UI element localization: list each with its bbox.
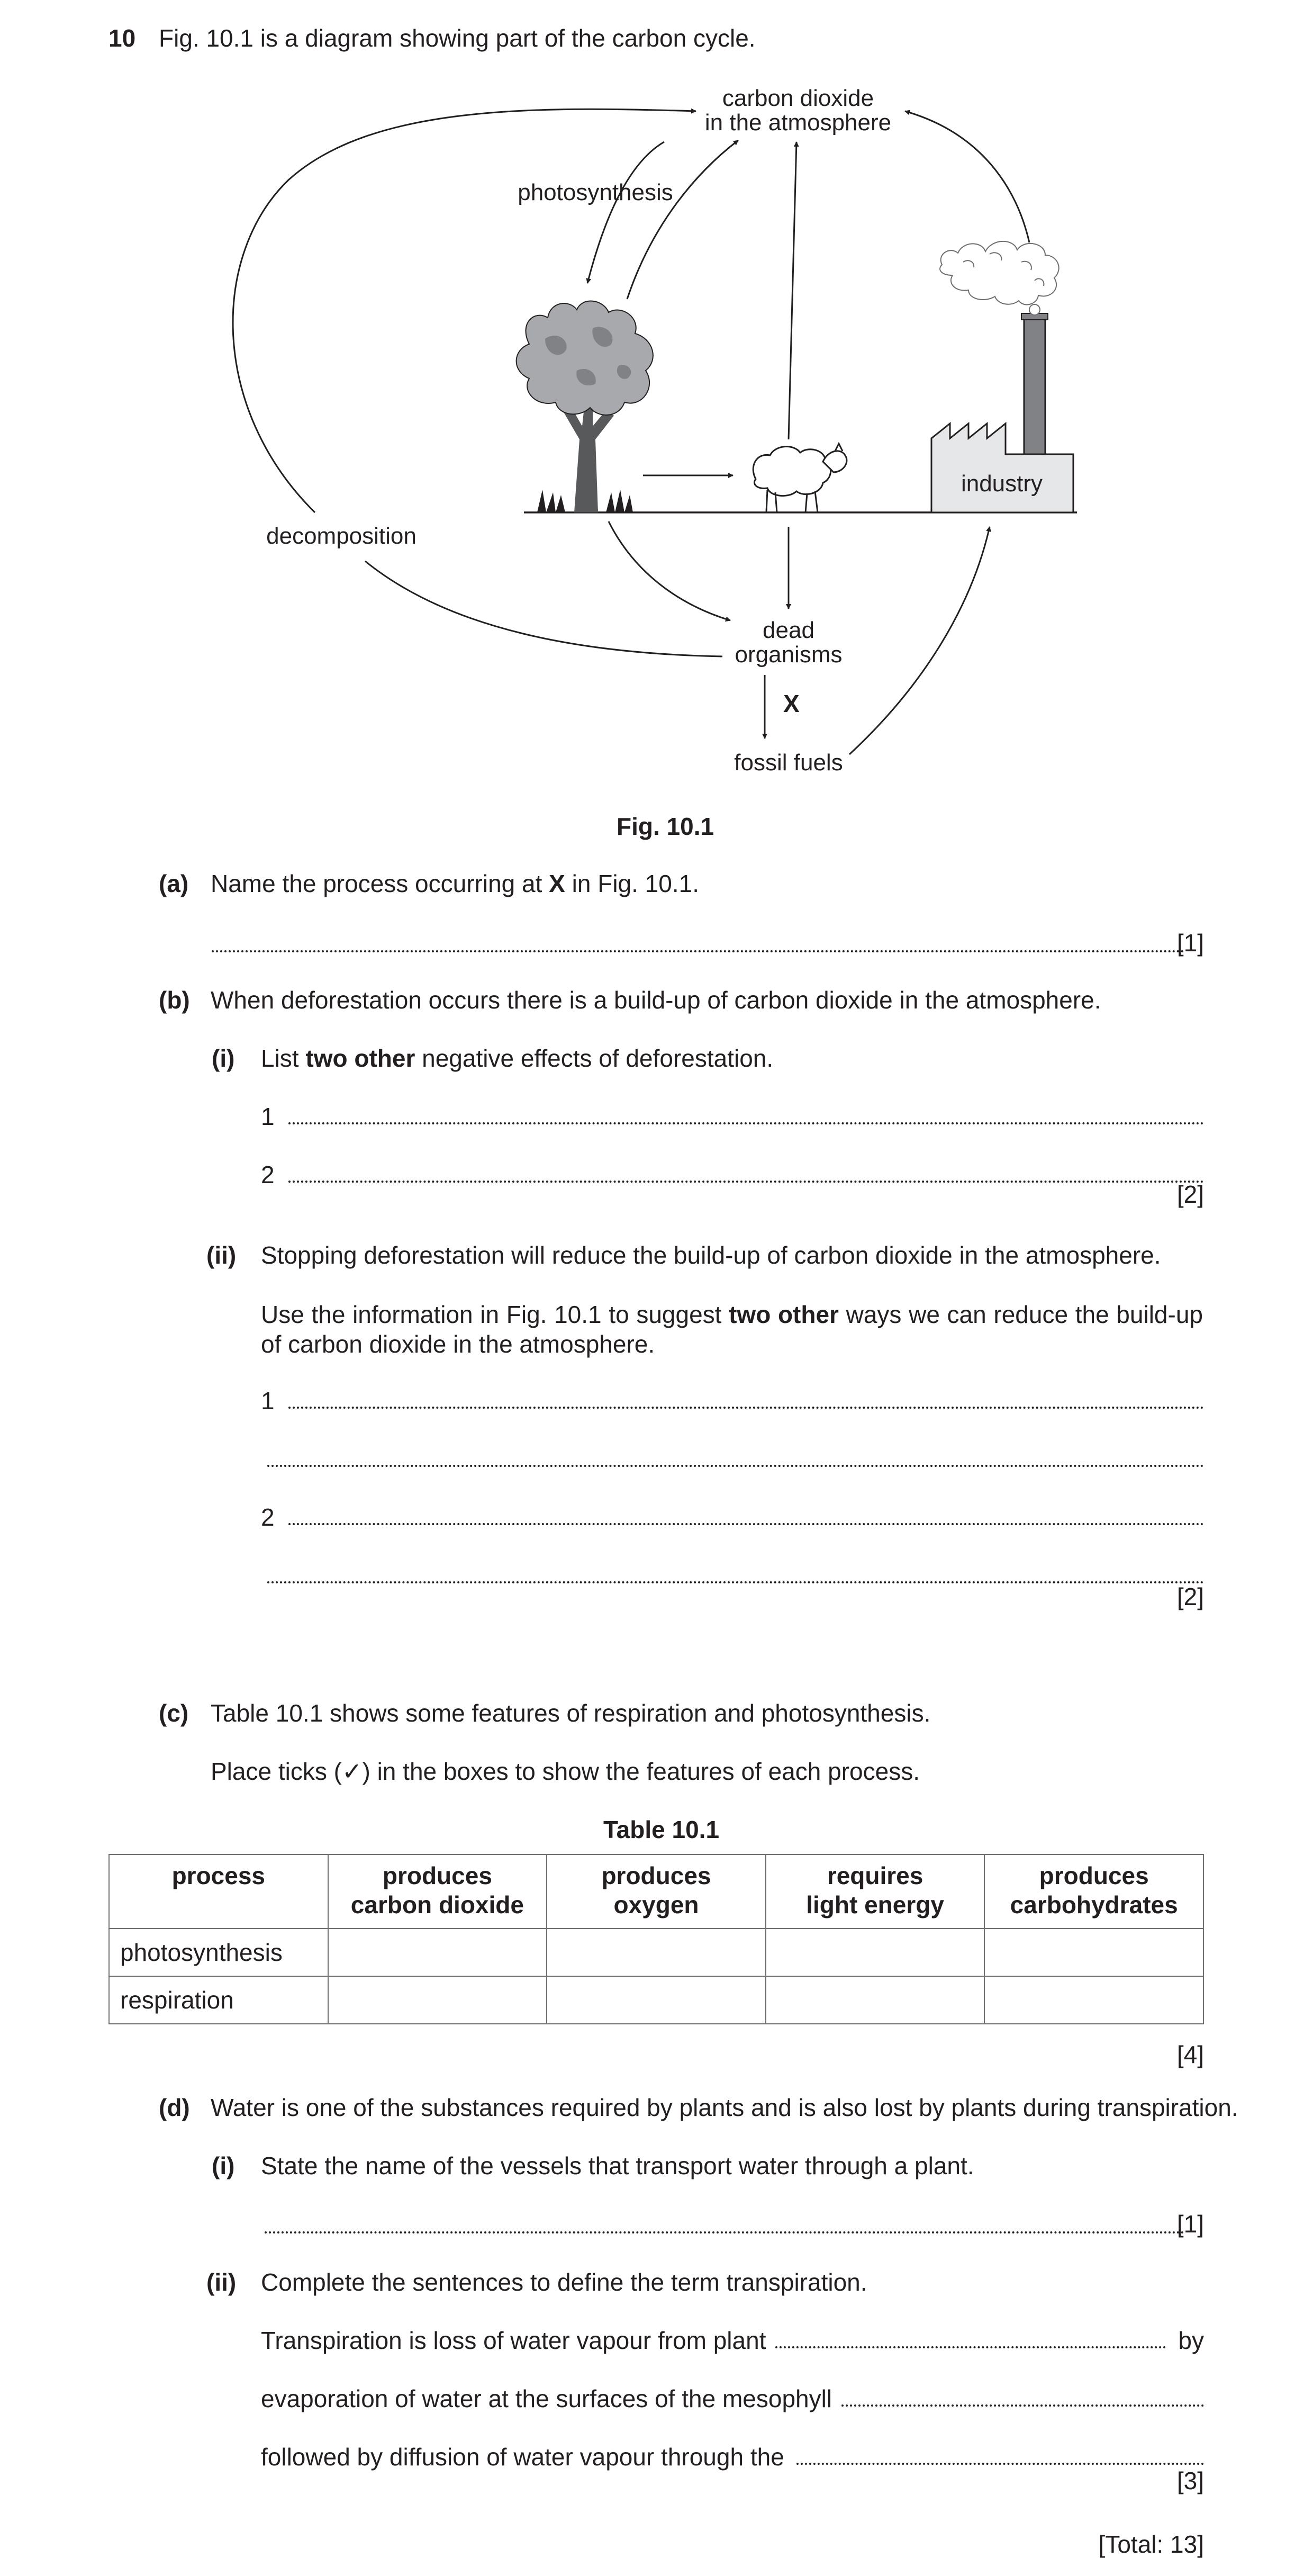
co2-label-line1: carbon dioxide [722, 85, 874, 111]
features-table [108, 1854, 1204, 2024]
part-b-ii-text1: Stopping deforestation will reduce the build-up of carbon dioxide in the atmosphere. [261, 1241, 1161, 1269]
part-b-i-question: List two other negative effects of deforestation. [261, 1044, 774, 1072]
dead-to-decomposition-line [365, 561, 722, 656]
part-d-i-question: State the name of the vessels that transport water through a plant. [261, 2152, 974, 2179]
header-produces-oxygen: produces oxygen [547, 1854, 766, 1929]
industry-to-co2-arrow [905, 111, 1029, 242]
tick-box[interactable] [766, 1929, 985, 1976]
question-number: 10 [108, 24, 136, 52]
part-b-ii-answer-line-2a[interactable] [288, 1523, 1204, 1525]
part-b-ii-answer-line-2b[interactable] [267, 1581, 1204, 1583]
part-b-ii-marks: [2] [1176, 1583, 1204, 1610]
part-d-i-label: (i) [212, 2152, 235, 2179]
sentence-1-answer-line[interactable] [775, 2346, 1166, 2348]
part-a-answer-line[interactable] [212, 950, 1184, 952]
question-intro: Fig. 10.1 is a diagram showing part of the carbon cycle. [159, 24, 756, 52]
header-process: process [109, 1854, 328, 1929]
tick-box[interactable] [328, 1976, 547, 2024]
part-b-i-answer-line-1[interactable] [288, 1122, 1204, 1124]
sheep-to-co2-arrow [789, 142, 796, 439]
photosynthesis-down-arrow [587, 142, 664, 283]
part-b-ii-line2-number: 2 [261, 1503, 275, 1531]
table-header-row [109, 1854, 1203, 1929]
tick-box[interactable] [547, 1929, 766, 1976]
part-b-ii-text2: Use the information in Fig. 10.1 to suggest two other ways we can reduce the build-up of carbon dioxide in the atmosphere. [261, 1301, 1203, 1358]
row-label-respiration: respiration [109, 1976, 328, 2024]
part-b-label: (b) [159, 986, 190, 1014]
part-d-i-answer-line[interactable] [265, 2231, 1184, 2233]
co2-label-line2: in the atmosphere [704, 110, 892, 136]
part-c-label: (c) [159, 1699, 189, 1727]
part-d-i-marks: [1] [1176, 2210, 1204, 2238]
smoke-icon [940, 241, 1059, 315]
x-marker-label: X [783, 690, 800, 717]
part-d-label: (d) [159, 2094, 190, 2121]
table-row [109, 1976, 1203, 2024]
part-c-marks: [4] [1176, 2041, 1204, 2068]
figure-caption-text: Fig. 10.1 [617, 813, 714, 840]
part-b-text: When deforestation occurs there is a build-up of carbon dioxide in the atmosphere. [211, 986, 1101, 1014]
part-b-i-answer-line-2[interactable] [288, 1181, 1204, 1183]
tree-icon [517, 301, 653, 512]
part-b-ii-line1-number: 1 [261, 1387, 275, 1415]
tick-box[interactable] [984, 1929, 1203, 1976]
part-c-text1: Table 10.1 shows some features of respiration and photosynthesis. [211, 1699, 931, 1727]
sentence-3-answer-line[interactable] [796, 2463, 1204, 2465]
sentence-1-text: Transpiration is loss of water vapour from plant [261, 2327, 766, 2354]
question-total: [Total: 13] [1098, 2530, 1204, 2558]
part-d-ii-marks: [3] [1176, 2467, 1204, 2494]
fossil-fuels-label: fossil fuels [734, 750, 843, 776]
dead-organisms-label-line2: organisms [735, 642, 843, 668]
sentence-2-answer-line[interactable] [841, 2404, 1204, 2407]
dead-organisms-label-line1: dead [763, 617, 814, 643]
carbon-cycle-diagram [0, 0, 1313, 826]
sentence-1-end: by [1178, 2327, 1204, 2354]
header-produces-carbohydrates: produces carbohydrates [984, 1854, 1203, 1929]
part-b-ii-answer-line-1b[interactable] [267, 1465, 1204, 1467]
photosynthesis-label: photosynthesis [518, 179, 673, 205]
table-caption: Table 10.1 [603, 1816, 720, 1843]
part-b-i-line2-number: 2 [261, 1161, 275, 1188]
sentence-2-text: evaporation of water at the surfaces of the mesophyll [261, 2385, 832, 2412]
part-b-i-label: (i) [212, 1044, 235, 1072]
part-d-ii-question: Complete the sentences to define the term transpiration. [261, 2268, 867, 2296]
part-d-text: Water is one of the substances required by plants and is also lost by plants during transpiration. [211, 2094, 1238, 2121]
part-c-text2: Place ticks (✓) in the boxes to show the features of each process. [211, 1758, 920, 1785]
table-row [109, 1929, 1203, 1976]
tick-box[interactable] [984, 1976, 1203, 2024]
row-label-photosynthesis: photosynthesis [109, 1929, 328, 1976]
tree-to-dead-arrow [609, 521, 730, 620]
header-requires-light-energy: requires light energy [766, 1854, 985, 1929]
fossil-to-industry-arrow [849, 527, 990, 754]
part-a-label: (a) [159, 870, 189, 897]
part-b-ii-answer-line-1a[interactable] [288, 1407, 1204, 1409]
industry-label: industry [961, 471, 1043, 497]
part-a-question: Name the process occurring at X in Fig. 10.1. [211, 870, 699, 897]
part-b-i-marks: [2] [1176, 1181, 1204, 1208]
part-b-i-line1-number: 1 [261, 1103, 275, 1130]
sheep-icon [753, 444, 847, 512]
tree-to-co2-arrow [627, 140, 738, 299]
tick-box[interactable] [328, 1929, 547, 1976]
part-d-ii-label: (ii) [206, 2268, 237, 2296]
tick-box[interactable] [766, 1976, 985, 2024]
decomposition-to-co2-arrow [233, 109, 696, 512]
sentence-3-text: followed by diffusion of water vapour through the [261, 2443, 784, 2471]
tick-box[interactable] [547, 1976, 766, 2024]
decomposition-label: decomposition [266, 523, 416, 549]
header-produces-carbon-dioxide: produces carbon dioxide [328, 1854, 547, 1929]
part-b-ii-label: (ii) [206, 1241, 237, 1269]
part-a-marks: [1] [1176, 929, 1204, 957]
